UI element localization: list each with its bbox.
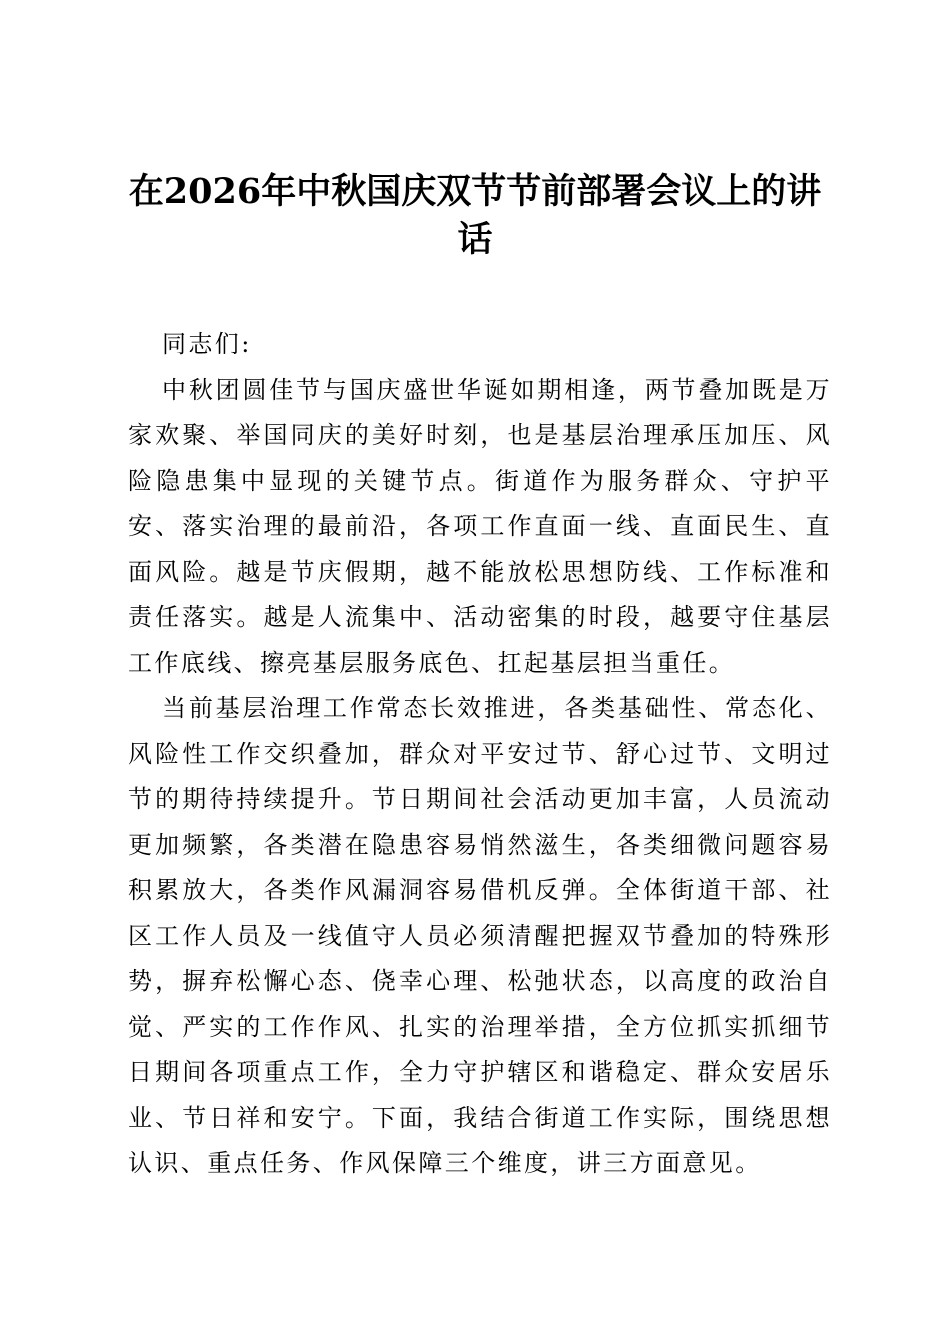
paragraph-situation: 当前基层治理工作常态长效推进，各类基础性、常态化、风险性工作交织叠加，群众对平安过节、舒心过节、文明过节的期待持续提升。节日期间社会活动更加丰富，人员流动更加频繁，各类潜在隐患容易悄然滋生，各类细微问题容易积累放大，各类作风漏洞容易借机反弹。全体街道干部、社区工作人员及一线值守人员必须清醒把握双节叠加的特殊形势，摒弃松懈心态、侥幸心理、松弛状态，以高度的政治自觉、严实的工作作风、扎实的治理举措，全方位抓实抓细节日期间各项重点工作，全力守护辖区和谐稳定、群众安居乐业、节日祥和安宁。下面，我结合街道工作实际，围绕思想认识、重点任务、作风保障三个维度，讲三方面意见。 [128,694,832,1177]
document-body [128,322,832,1187]
document-title: 在2026年中秋国庆双节节前部署会议上的讲话 [128,171,822,260]
paragraph-intro: 中秋团圆佳节与国庆盛世华诞如期相逢，两节叠加既是万家欢聚、举国同庆的美好时刻，也是基层治理承压加压、风险隐患集中显现的关键节点。街道作为服务群众、守护平安、落实治理的最前沿，各项工作直面一线、直面民生、直面风险。越是节庆假期，越不能放松思想防线、工作标准和责任落实。越是人流集中、活动密集的时段，越要守住基层工作底线、擦亮基层服务底色、扛起基层担当重任。 [128,375,832,677]
salutation: 同志们: [162,330,252,358]
